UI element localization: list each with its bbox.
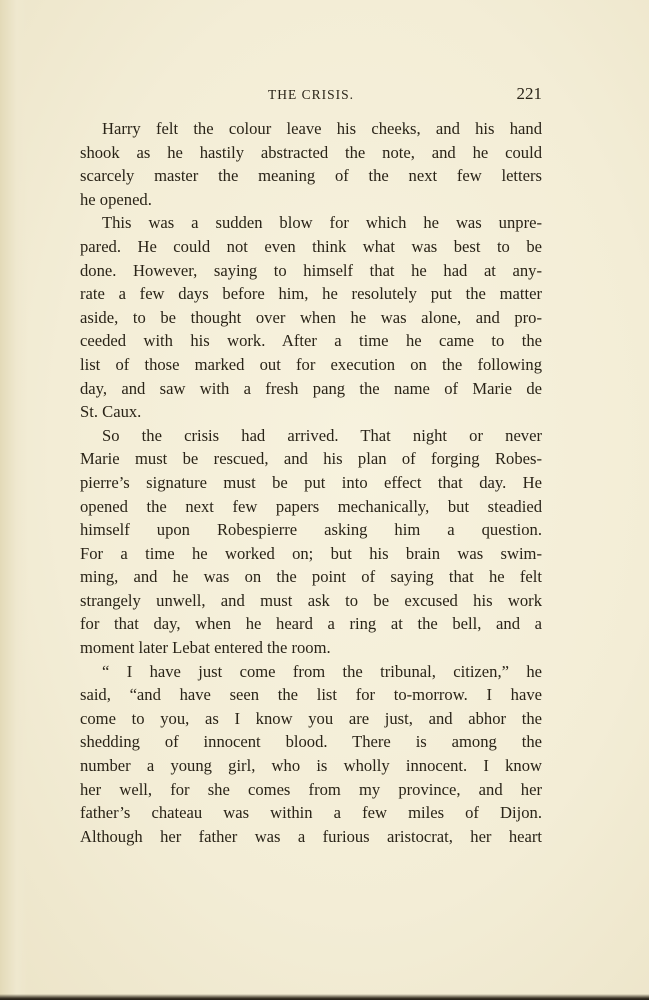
- text-line: ming, and he was on the point of saying that he felt: [80, 567, 542, 587]
- text-line: Harry felt the colour leave his cheeks, and his hand: [102, 119, 542, 138]
- text-line: her well, for she comes from my province, and her: [80, 779, 542, 799]
- page-header: [80, 84, 542, 108]
- body-text: [80, 117, 542, 848]
- text-line: number a young girl, who is wholly innocent. I know: [80, 756, 542, 776]
- text-line: So the crisis had arrived. That night or never: [102, 425, 542, 445]
- text-line: father’s chateau was within a few miles of Dijon.: [80, 803, 542, 823]
- text-line: for that day, when he heard a ring at the bell, and a: [80, 614, 542, 634]
- text-line: pared. He could not even think what was best to be: [80, 236, 542, 256]
- text-line: This was a sudden blow for which he was unpre-: [102, 213, 542, 233]
- text-line: St. Caux.: [80, 402, 142, 422]
- text-line: shook as he hastily abstracted the note, and he could: [80, 142, 542, 162]
- text-line: shedding of innocent blood. There is among the: [80, 732, 542, 752]
- running-head: THE CRISIS.: [267, 87, 354, 102]
- text-line: opened the next few papers mechanically, but steadied: [80, 496, 542, 516]
- text-line: done. However, saying to himself that he had at any-: [80, 260, 542, 280]
- text-line: Marie must be rescued, and his plan of forging Robes-: [80, 449, 542, 469]
- text-line: ceeded with his work. After a time he came to the: [80, 331, 542, 351]
- text-line: rate a few days before him, he resolutely put the matter: [80, 284, 542, 304]
- text-line: pierre’s signature must be put into effect that day. He: [80, 472, 542, 492]
- text-line: said, “and have seen the list for to-morrow. I have: [80, 685, 542, 705]
- text-line: aside, to be thought over when he was alone, and pro-: [80, 307, 542, 327]
- gutter-shadow: [0, 0, 28, 1000]
- text-line: himself upon Robespierre asking him a question.: [80, 520, 542, 540]
- text-line: list of those marked out for execution on the following: [80, 354, 542, 374]
- text-line: moment later Lebat entered the room.: [80, 638, 331, 658]
- text-line: For a time he worked on; but his brain was swim-: [80, 543, 542, 563]
- text-line: come to you, as I know you are just, and abhor the: [80, 708, 542, 728]
- text-line: scarcely master the meaning of the next few letters: [80, 166, 542, 186]
- text-line: strangely unwell, and must ask to be excused his work: [80, 590, 542, 610]
- text-line: Although her father was a furious aristocrat, her heart: [80, 826, 542, 846]
- page-bottom-edge: [0, 994, 649, 1000]
- text-line: day, and saw with a fresh pang the name of Marie de: [80, 378, 542, 398]
- text-line: he opened.: [80, 189, 152, 209]
- page-number: 221: [516, 84, 542, 103]
- text-line: “ I have just come from the tribunal, citizen,” he: [102, 661, 542, 681]
